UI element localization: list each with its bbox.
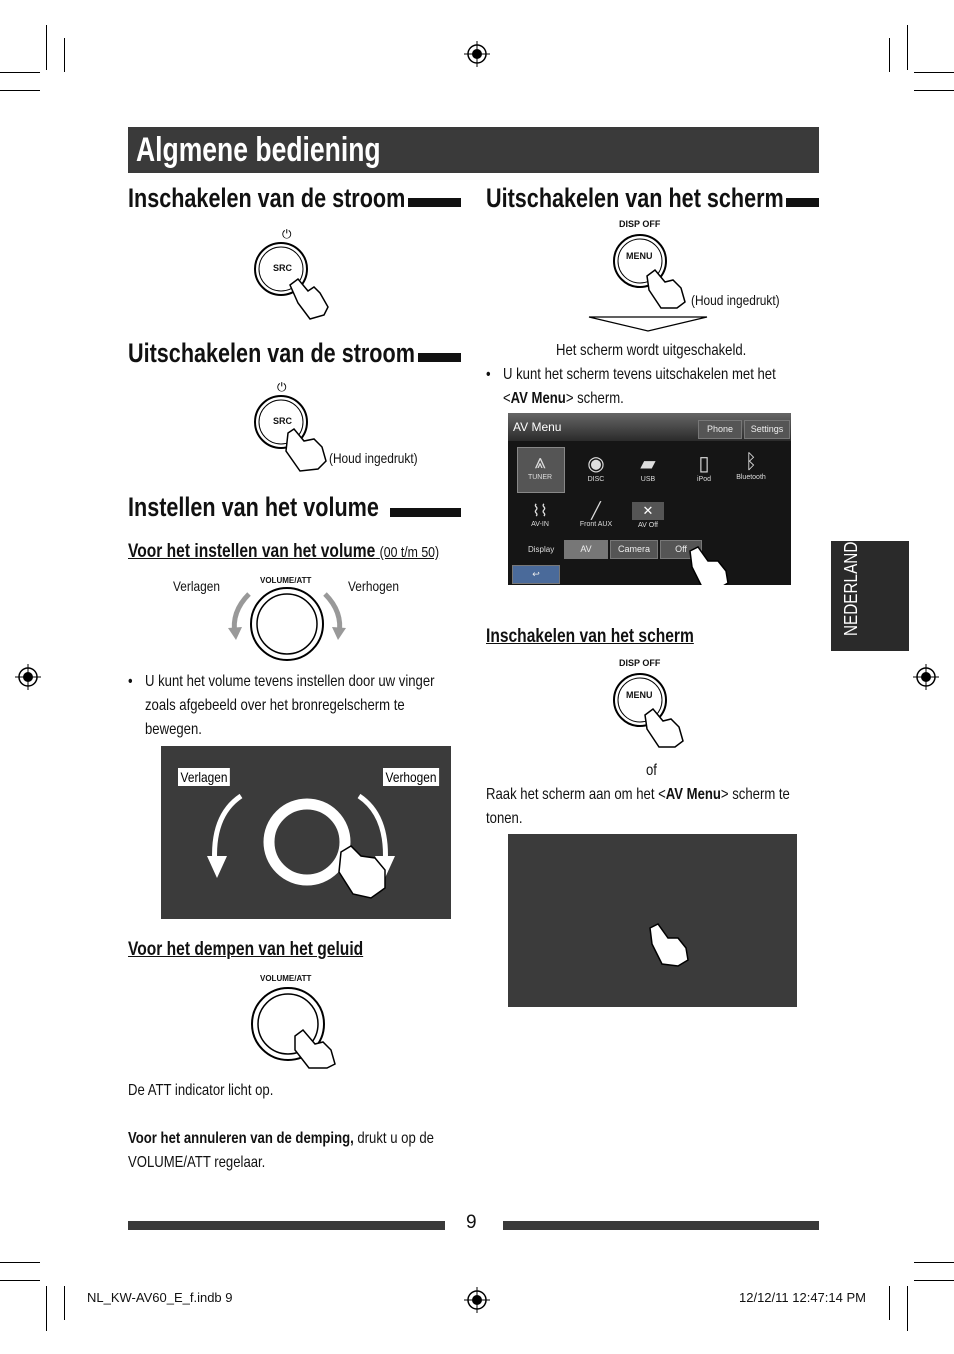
display-camera-button[interactable]: Camera [610,540,658,559]
registration-mark-icon [464,1287,490,1313]
finger-icon [645,709,683,747]
heading-bar [418,353,461,362]
crop-mark [0,1280,40,1281]
heading-bar [390,508,461,517]
source-av-off[interactable]: AV Off [638,522,658,529]
hold-note: (Houd ingedrukt) [329,450,418,466]
finger-icon [686,545,736,585]
crop-mark [46,25,47,70]
ipod-icon: ▯ [698,453,710,475]
volume-knob-push-illustration [245,970,350,1070]
power-on-heading: Inschakelen van de stroom [128,183,406,213]
finger-icon [646,922,696,970]
bluetooth-icon: ᛒ [745,451,757,473]
src-button-label: SRC [273,263,293,273]
disp-off-label: DISP OFF [619,658,661,668]
screen-on-line: Raak het scherm aan om het <AV Menu> scherm te [486,786,790,803]
screen-off-bullet-line: <AV Menu> scherm. [503,390,624,407]
language-label: NEDERLANDS [841,531,861,636]
registration-mark-icon [15,664,41,690]
volume-touch-screen[interactable] [161,746,451,919]
power-off-heading: Uitschakelen van de stroom [128,338,415,368]
screen-on-subheading: Inschakelen van het scherm [486,626,694,647]
screen-off-result: Het scherm wordt uitgeschakeld. [556,342,747,359]
heading-bar [408,198,461,207]
rotate-gesture-icon [201,776,411,916]
back-arrow-icon: ↩ [532,569,540,579]
close-icon: ✕ [632,502,664,520]
bullet: • [128,673,133,690]
av-menu-title: AV Menu [513,420,562,434]
power-icon: ⏻ [277,380,287,394]
volume-knob-label: VOLUME/ATT [260,576,312,585]
phone-button[interactable]: Phone [698,420,742,439]
crop-mark [914,1280,954,1281]
menu-button-label: MENU [626,690,653,700]
crop-mark [64,1286,65,1320]
crop-mark [914,72,954,73]
footer-date: 12/12/11 12:47:14 PM [739,1290,866,1305]
page-number: 9 [466,1212,477,1233]
bottom-bar [128,1221,445,1230]
volume-heading: Instellen van het volume [128,492,379,522]
usb-icon: ▰ [640,453,656,475]
crop-mark [889,1286,890,1320]
aux-cable-icon: ╱ [591,503,601,520]
back-button[interactable] [512,565,560,584]
or-label: of [646,762,657,779]
volume-knob-label: VOLUME/ATT [260,974,312,983]
source-front-aux[interactable]: ╱ Front AUX [574,501,618,528]
menu-button-push-illustration [605,667,695,757]
blank-touch-screen[interactable] [508,834,797,1007]
page-title: Algmene bediening [136,131,381,169]
increase-label: Verhogen [348,578,399,594]
volume-subheading: Voor het instellen van het volume (00 t/m 50) [128,541,440,562]
finger-icon [286,429,326,471]
display-av-button[interactable]: AV [564,540,608,559]
crop-mark [889,38,890,72]
source-av-in[interactable]: ⌇⌇ AV-IN [518,501,562,528]
mute-subheading: Voor het dempen van het geluid [128,939,364,960]
display-label: Display [528,545,555,554]
cancel-mute-line: Voor het annuleren van de demping, drukt u op de [128,1130,434,1147]
source-bluetooth[interactable]: ᛒ Bluetooth [729,451,773,481]
crop-mark [0,1262,40,1263]
screen-on-line: tonen. [486,810,523,827]
hold-note: (Houd ingedrukt) [691,292,780,308]
volume-bullet-line: U kunt het volume tevens instellen door uw vinger [145,673,435,690]
menu-button-label: MENU [626,251,653,261]
arrow-down-icon [588,315,708,333]
src-button-hold-illustration [248,378,338,473]
source-disc[interactable]: ◉ DISC [574,451,618,483]
source-tuner[interactable]: ⩓ TUNER [518,451,562,481]
crop-mark [64,38,65,72]
volume-knob-illustration [225,572,350,664]
decrease-label: Verlagen [173,578,220,594]
heading-bar [786,198,819,207]
title-band [128,127,819,173]
av-cable-icon: ⌇⌇ [532,503,548,520]
finger-icon [290,279,328,319]
crop-mark [0,90,40,91]
screen-off-heading: Uitschakelen van het scherm [486,183,784,213]
disp-off-label: DISP OFF [619,219,661,229]
volume-bullet-line: zoals afgebeeld over het bronregelscherm te [145,697,405,714]
disc-icon: ◉ [587,453,605,475]
display-off-button[interactable]: Off [660,540,702,559]
crop-mark [914,1262,954,1263]
crop-mark [907,25,908,70]
screen-off-bullet-line: U kunt het scherm tevens uitschakelen met het [503,366,776,383]
att-note: De ATT indicator licht op. [128,1082,274,1099]
menu-button-hold-illustration [605,228,695,318]
source-ipod[interactable]: ▯ iPod [682,451,726,483]
registration-mark-icon [464,41,490,67]
src-button-label: SRC [273,416,293,426]
crop-mark [907,1286,908,1331]
screen-increase-label: Verhogen [383,768,439,786]
bullet: • [486,366,491,383]
screen-decrease-label: Verlagen [178,768,230,786]
crop-mark [46,1286,47,1331]
finger-icon [647,270,685,308]
footer-file: NL_KW-AV60_E_f.indb 9 [87,1290,233,1305]
crop-mark [914,90,954,91]
language-tab [831,531,909,651]
bottom-bar [503,1221,819,1230]
source-usb[interactable]: ▰ USB [626,451,670,483]
settings-button[interactable]: Settings [744,420,790,439]
src-button-illustration [248,225,338,320]
cancel-mute-line: VOLUME/ATT regelaar. [128,1154,266,1171]
tower-icon: ⩓ [534,451,546,473]
crop-mark [0,72,40,73]
registration-mark-icon [913,664,939,690]
volume-bullet-line: bewegen. [145,721,202,738]
power-icon: ⏻ [282,227,292,241]
av-menu-screen[interactable] [508,413,791,585]
